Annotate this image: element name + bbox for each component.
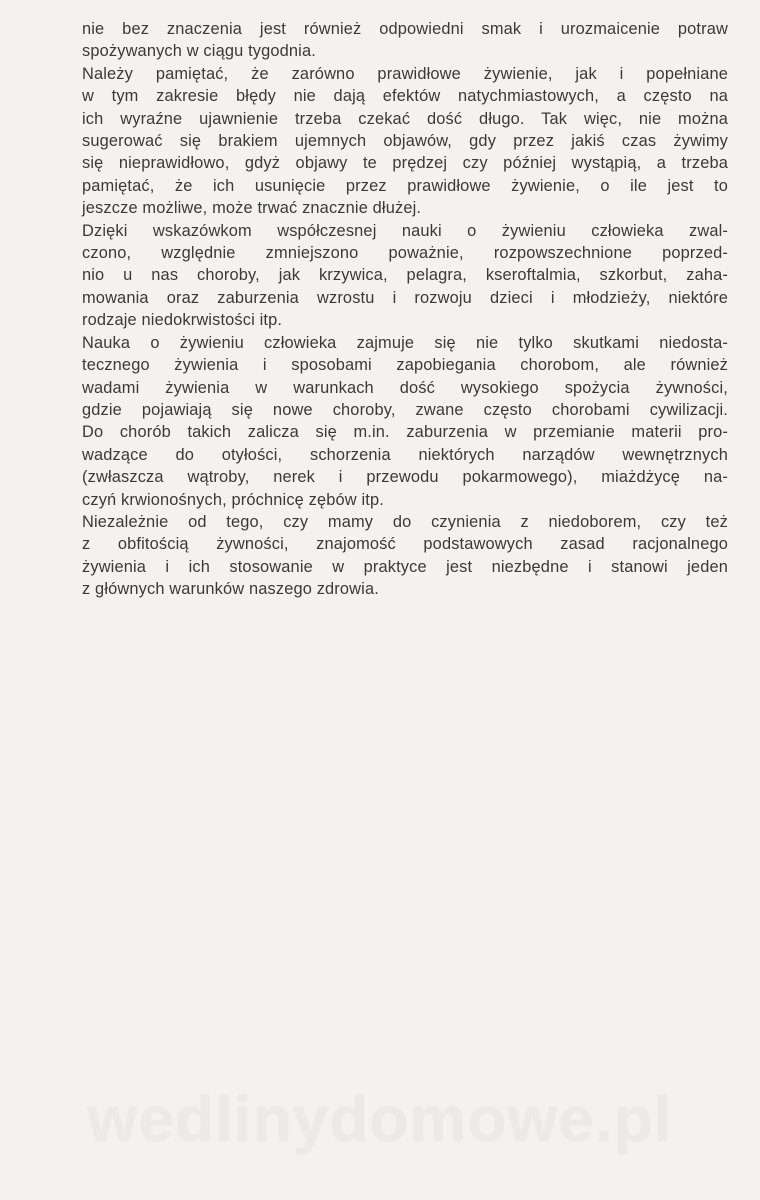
text-line: gdzie pojawiają się nowe choroby, zwane często chorobami cywilizacji. [82,400,728,419]
paragraph-4 [82,332,728,511]
text-line: wadami żywienia w warunkach dość wysokiego spożycia żywności, [82,378,728,397]
text-line: (zwłaszcza wątroby, nerek i przewodu pokarmowego), miażdżycę na- [82,468,728,487]
text-line: żywienia i ich stosowanie w praktyce jest niezbędne i stanowi jeden [82,557,728,576]
text-line: spożywanych w ciągu tygodnia. [82,42,316,61]
text-line: czyń krwionośnych, próchnicę zębów itp. [82,490,384,509]
text-line: Należy pamiętać, że zarówno prawidłowe żywienie, jak i popełniane [82,64,728,83]
text-line: Niezależnie od tego, czy mamy do czynienia z niedoborem, czy też [82,512,728,531]
text-line: z głównych warunków naszego zdrowia. [82,580,379,599]
text-line: mowania oraz zaburzenia wzrostu i rozwoju dzieci i młodzieży, niektóre [82,288,728,307]
text-line: sugerować się brakiem ujemnych objawów, gdy przez jakiś czas żywimy [82,132,728,151]
paragraph-3 [82,220,728,332]
watermark-text: wedlinydomowe.pl [87,1083,673,1155]
text-line: jeszcze możliwe, może trwać znacznie dłużej. [82,199,422,218]
text-line: wadzące do otyłości, schorzenia niektórych narządów wewnętrznych [82,445,728,464]
text-line: z obfitością żywności, znajomość podstawowych zasad racjonalnego [82,535,728,554]
paragraph-1 [82,18,728,63]
paragraph-5 [82,511,728,601]
text-line: tecznego żywienia i sposobami zapobiegania chorobom, ale również [82,356,728,375]
text-line: nio u nas choroby, jak krzywica, pelagra, kseroftalmia, szkorbut, zaha- [82,266,728,285]
text-line: ich wyraźne ujawnienie trzeba czekać dość długo. Tak więc, nie można [82,109,728,128]
text-line: Do chorób takich zalicza się m.in. zaburzenia w przemianie materii pro- [82,423,728,442]
text-line: Dzięki wskazówkom współczesnej nauki o żywieniu człowieka zwal- [82,221,728,240]
text-line: nie bez znaczenia jest również odpowiedni smak i urozmaicenie potraw [82,20,728,38]
text-line: rodzaje niedokrwistości itp. [82,311,283,330]
text-line: pamiętać, że ich usunięcie przez prawidłowe żywienie, o ile jest to [82,176,728,195]
text-line: czono, względnie zmniejszono poważnie, rozpowszechnione poprzed- [82,244,728,263]
page-text [82,18,728,601]
paragraph-2 [82,63,728,220]
text-line: Nauka o żywieniu człowieka zajmuje się nie tylko skutkami niedosta- [82,333,728,352]
text-line: się nieprawidłowo, gdyż objawy te prędzej czy później wystąpią, a trzeba [82,154,728,173]
text-line: w tym zakresie błędy nie dają efektów natychmiastowych, a często na [82,87,728,106]
